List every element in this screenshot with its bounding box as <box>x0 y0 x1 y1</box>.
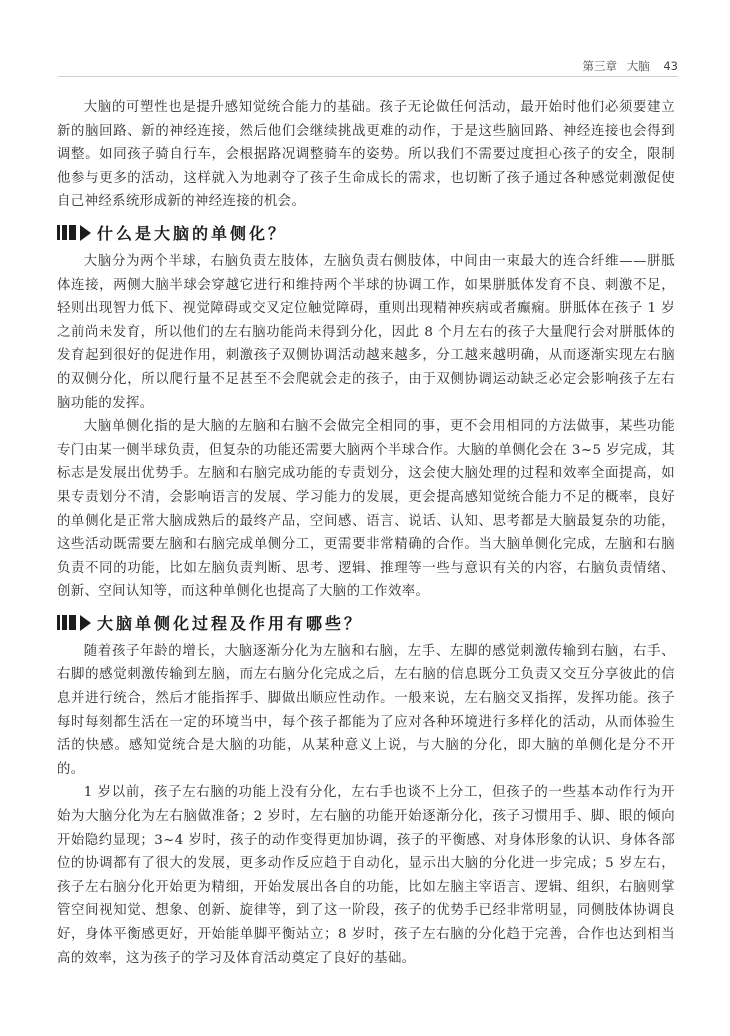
section-label: 大脑 <box>626 59 650 73</box>
section-heading-1 <box>57 218 675 248</box>
section-heading-2 <box>57 608 675 638</box>
page-number: 43 <box>663 59 678 73</box>
header-info <box>583 58 678 74</box>
body-paragraph: 1 岁以前，孩子左右脑的功能上没有分化，左右手也谈不上分工，但孩子的一些基本动作行为开始为大脑分化为左右脑做准备；2 岁时，左右脑的功能开始逐渐分化，孩子习惯用手、脚、眼的倾向开始隐约显现；3~4 岁时，孩子的动作变得更加协调，孩子的平衡感、对身体形象的认识、身体各部位的协调都有了很大的发展，更多动作反应趋于自动化，显示出大脑的分化进一步完成；5 岁左右，孩子左右脑分化开始更为精细，开始发展出各自的功能，比如左脑主宰语言、逻辑、组织，右脑则掌管空间视知觉、想象、创新、旋律等，到了这一阶段，孩子的优势手已经非常明显，同侧肢体协调良好，身体平衡感更好，开始能单脚平衡站立；8 岁时，孩子左右脑的分化趋于完善，合作也达到相当高的效率，这为孩子的学习及体育活动奠定了良好的基础。 <box>57 785 675 966</box>
intro-paragraph: 大脑的可塑性也是提升感知觉统合能力的基础。孩子无论做任何活动，最开始时他们必须要建立新的脑回路、新的神经连接，然后他们会继续挑战更难的动作，于是这些脑回路、神经连接也会得到调整。如同孩子骑自行车，会根据路况调整骑车的姿势。所以我们不需要过度担心孩子的安全，限制他参与更多的活动，这样就入为地剥夺了孩子生命成长的需求，也切断了孩子通过各种感觉刺激促使自己神经系统形成新的神经连接的机会。 <box>57 100 675 210</box>
heading-marker-icon <box>57 225 91 241</box>
running-header <box>58 52 678 77</box>
body-paragraph: 大脑单侧化指的是大脑的左脑和右脑不会做完全相同的事，更不会用相同的方法做事，某些功能专门由某一侧半球负责，但复杂的功能还需要大脑两个半球合作。大脑的单侧化会在 3~5 岁完成，其标志是发展出优势手。左脑和右脑完成功能的专责划分，这会使大脑处理的过程和效率全面提高，如果专责划分不清，会影响语言的发展、学习能力的发展，更会提高感知觉统合能力不足的概率，良好的单侧化是正常大脑成熟后的最终产品，空间感、语言、说话、认知、思考都是大脑最复杂的功能，这些活动既需要左脑和右脑完成单侧分工，更需要非常精确的合作。当大脑单侧化完成，左脑和右脑负责不同的功能，比如左脑负责判断、思考、逻辑、推理等一些与意识有关的内容，右脑负责情绪、创新、空间认知等，而这种单侧化也提高了大脑的工作效率。 <box>57 419 675 600</box>
section-title: 什么是大脑的单侧化？ <box>97 224 288 244</box>
page-body <box>57 96 675 970</box>
chapter-label: 第三章 <box>582 59 618 73</box>
heading-marker-icon <box>57 615 91 631</box>
body-paragraph: 随着孩子年龄的增长，大脑逐渐分化为左脑和右脑，左手、左脚的感觉刺激传输到右脑，右手、右脚的感觉刺激传输到左脑，而左右脑分化完成之后，左右脑的信息既分工负责又交互分享彼此的信息并进行统合，然后才能指挥手、脚做出顺应性动作。一般来说，左右脑交叉指挥，发挥功能。孩子每时每刻都生活在一定的环境当中，每个孩子都能为了应对各种环境进行多样化的活动，从而体验生活的快感。感知觉统合是大脑的功能，从某种意义上说，与大脑的分化，即大脑的单侧化是分不开的。 <box>57 643 675 777</box>
section-title: 大脑单侧化过程及作用有哪些？ <box>97 614 364 634</box>
body-paragraph: 大脑分为两个半球，右脑负责左肢体，左脑负责右侧肢体，中间由一束最大的连合纤维——胼胝体连接，两侧大脑半球会穿越它进行和维持两个半球的协调工作，如果胼胝体发育不良、刺激不足，轻则出现智力低下、视觉障碍或交叉定位触觉障碍，重则出现精神疾病或者癫痫。胼胝体在孩子 1 岁之前尚未发育，所以他们的左右脑功能尚未得到分化，因此 8 个月左右的孩子大量爬行会对胼胝体的发育起到很好的促进作用，刺激孩子双侧协调活动越来越多，分工越来越明确，从而逐渐实现左右脑的双侧分化，所以爬行量不足甚至不会爬就会走的孩子，由于双侧协调运动缺乏必定会影响孩子左右脑功能的发挥。 <box>57 253 675 411</box>
